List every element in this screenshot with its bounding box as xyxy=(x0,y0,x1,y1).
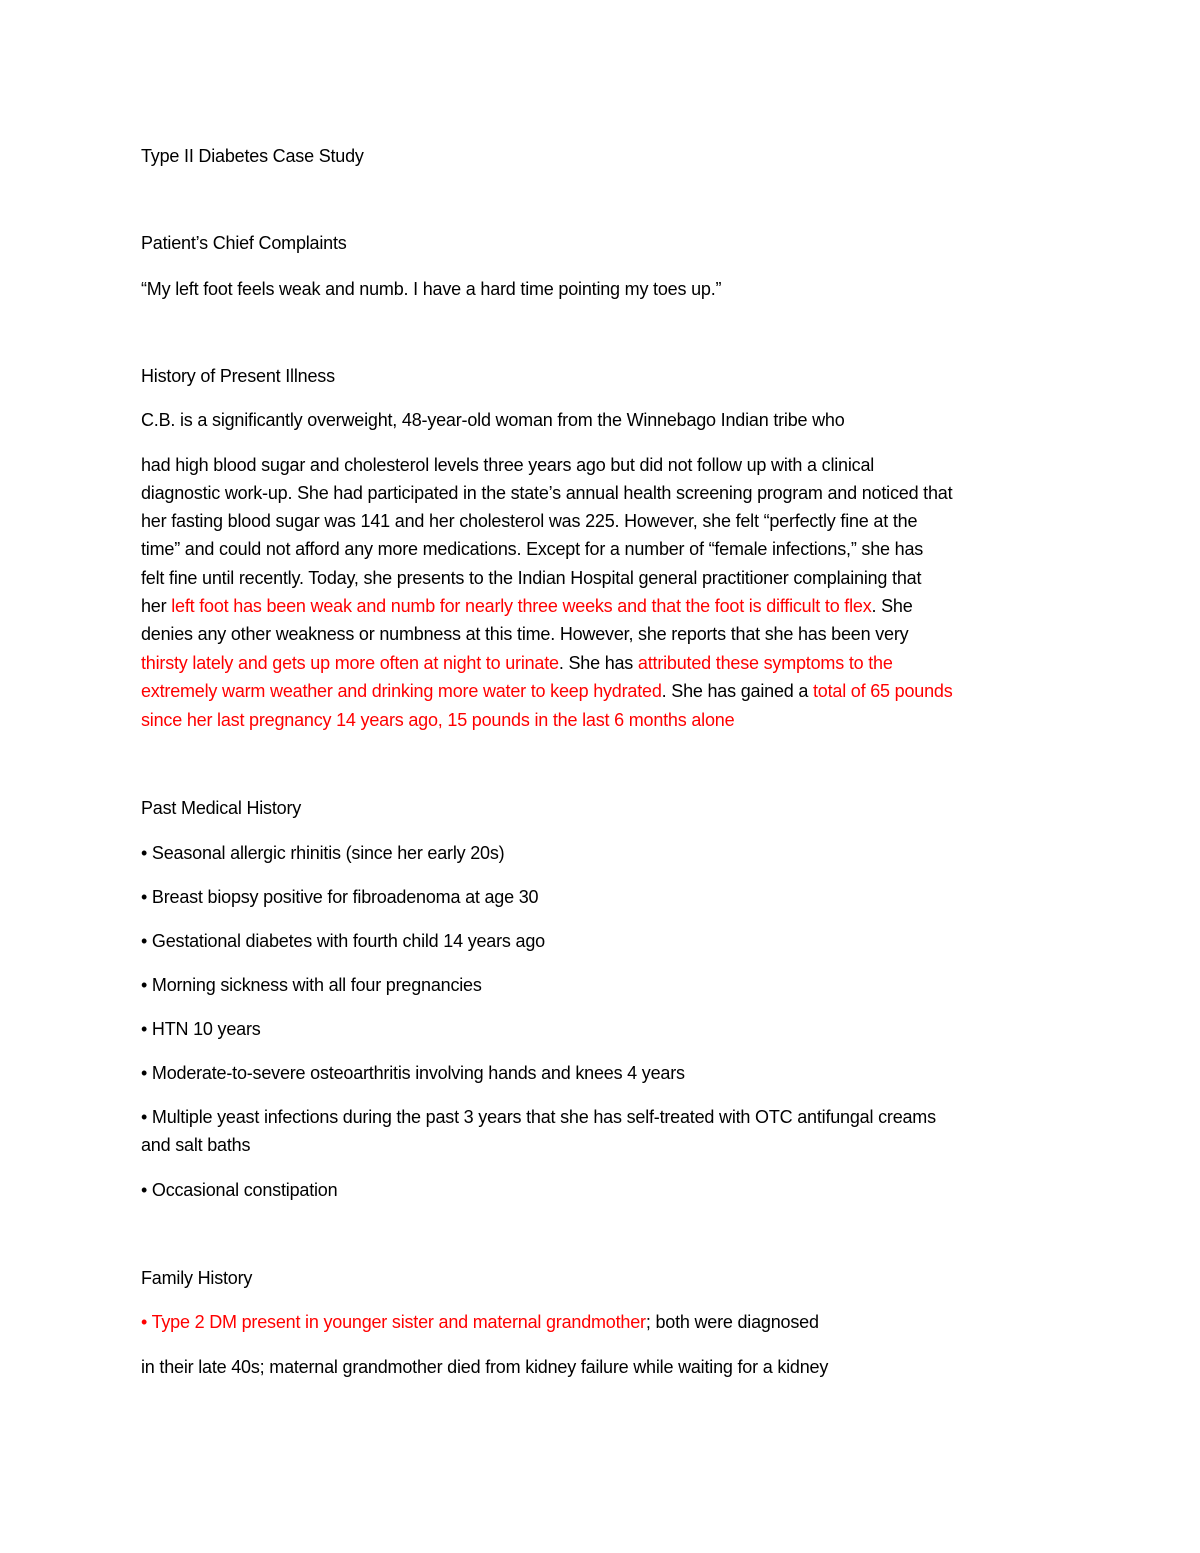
hpi-highlight-attribution: attributed these symptoms to the xyxy=(637,653,893,673)
hpi-text: . She has xyxy=(558,653,638,673)
hpi-text: . She xyxy=(871,596,913,616)
pmh-item: • Occasional constipation xyxy=(141,1180,338,1200)
family-history-line: in their late 40s; maternal grandmother died from kidney failure while waiting for a kidney xyxy=(141,1357,829,1377)
hpi-highlight-weather: extremely warm weather and drinking more water to keep hydrated xyxy=(141,681,662,701)
hpi-line: denies any other weakness or numbness at this time. However, she reports that she has been very xyxy=(141,624,909,644)
hpi-line xyxy=(141,652,893,674)
hpi-line: diagnostic work-up. She had participated in the state’s annual health screening program and noticed that xyxy=(141,483,953,503)
chief-complaint-quote: “My left foot feels weak and numb. I have a hard time pointing my toes up.” xyxy=(141,279,722,299)
hpi-intro: C.B. is a significantly overweight, 48-year-old woman from the Winnebago Indian tribe who xyxy=(141,410,845,430)
hpi-heading: History of Present Illness xyxy=(141,366,335,386)
pmh-item: • Gestational diabetes with fourth child 14 years ago xyxy=(141,931,545,951)
pmh-item: • Breast biopsy positive for fibroadenoma at age 30 xyxy=(141,887,539,907)
hpi-line: time” and could not afford any more medications. Except for a number of “female infections,” she has xyxy=(141,539,924,559)
pmh-item: • Multiple yeast infections during the past 3 years that she has self-treated with OTC antifungal creams xyxy=(141,1107,936,1127)
hpi-highlight-weight-gain: total of 65 pounds xyxy=(812,681,953,701)
hpi-text: . She has gained a xyxy=(661,681,813,701)
pmh-item: • Moderate-to-severe osteoarthritis involving hands and knees 4 years xyxy=(141,1063,685,1083)
document-title: Type II Diabetes Case Study xyxy=(141,146,364,166)
hpi-line: felt fine until recently. Today, she presents to the Indian Hospital general practitioner complaining that xyxy=(141,568,922,588)
hpi-highlight-thirst: thirsty lately and gets up more often at night to urinate xyxy=(141,653,559,673)
family-history-text: ; both were diagnosed xyxy=(645,1312,819,1332)
pmh-item-continuation: and salt baths xyxy=(141,1135,251,1155)
family-history-heading: Family History xyxy=(141,1268,253,1288)
hpi-line: her fasting blood sugar was 141 and her cholesterol was 225. However, she felt “perfectly fine at the xyxy=(141,511,918,531)
hpi-line xyxy=(141,680,953,702)
pmh-item: • HTN 10 years xyxy=(141,1019,261,1039)
family-history-line xyxy=(141,1311,819,1333)
hpi-line xyxy=(141,595,913,617)
hpi-text: her xyxy=(141,596,172,616)
pmh-item: • Morning sickness with all four pregnancies xyxy=(141,975,482,995)
hpi-highlight-pregnancy-weight: since her last pregnancy 14 years ago, 15 pounds in the last 6 months alone xyxy=(141,710,735,730)
pmh-item: • Seasonal allergic rhinitis (since her early 20s) xyxy=(141,843,505,863)
pmh-heading: Past Medical History xyxy=(141,798,302,818)
chief-complaints-heading: Patient’s Chief Complaints xyxy=(141,233,347,253)
hpi-line: had high blood sugar and cholesterol levels three years ago but did not follow up with a clinical xyxy=(141,455,875,475)
hpi-highlight-foot-symptoms: left foot has been weak and numb for nearly three weeks and that the foot is difficult to flex xyxy=(171,596,872,616)
family-history-highlight: • Type 2 DM present in younger sister and maternal grandmother xyxy=(141,1312,646,1332)
